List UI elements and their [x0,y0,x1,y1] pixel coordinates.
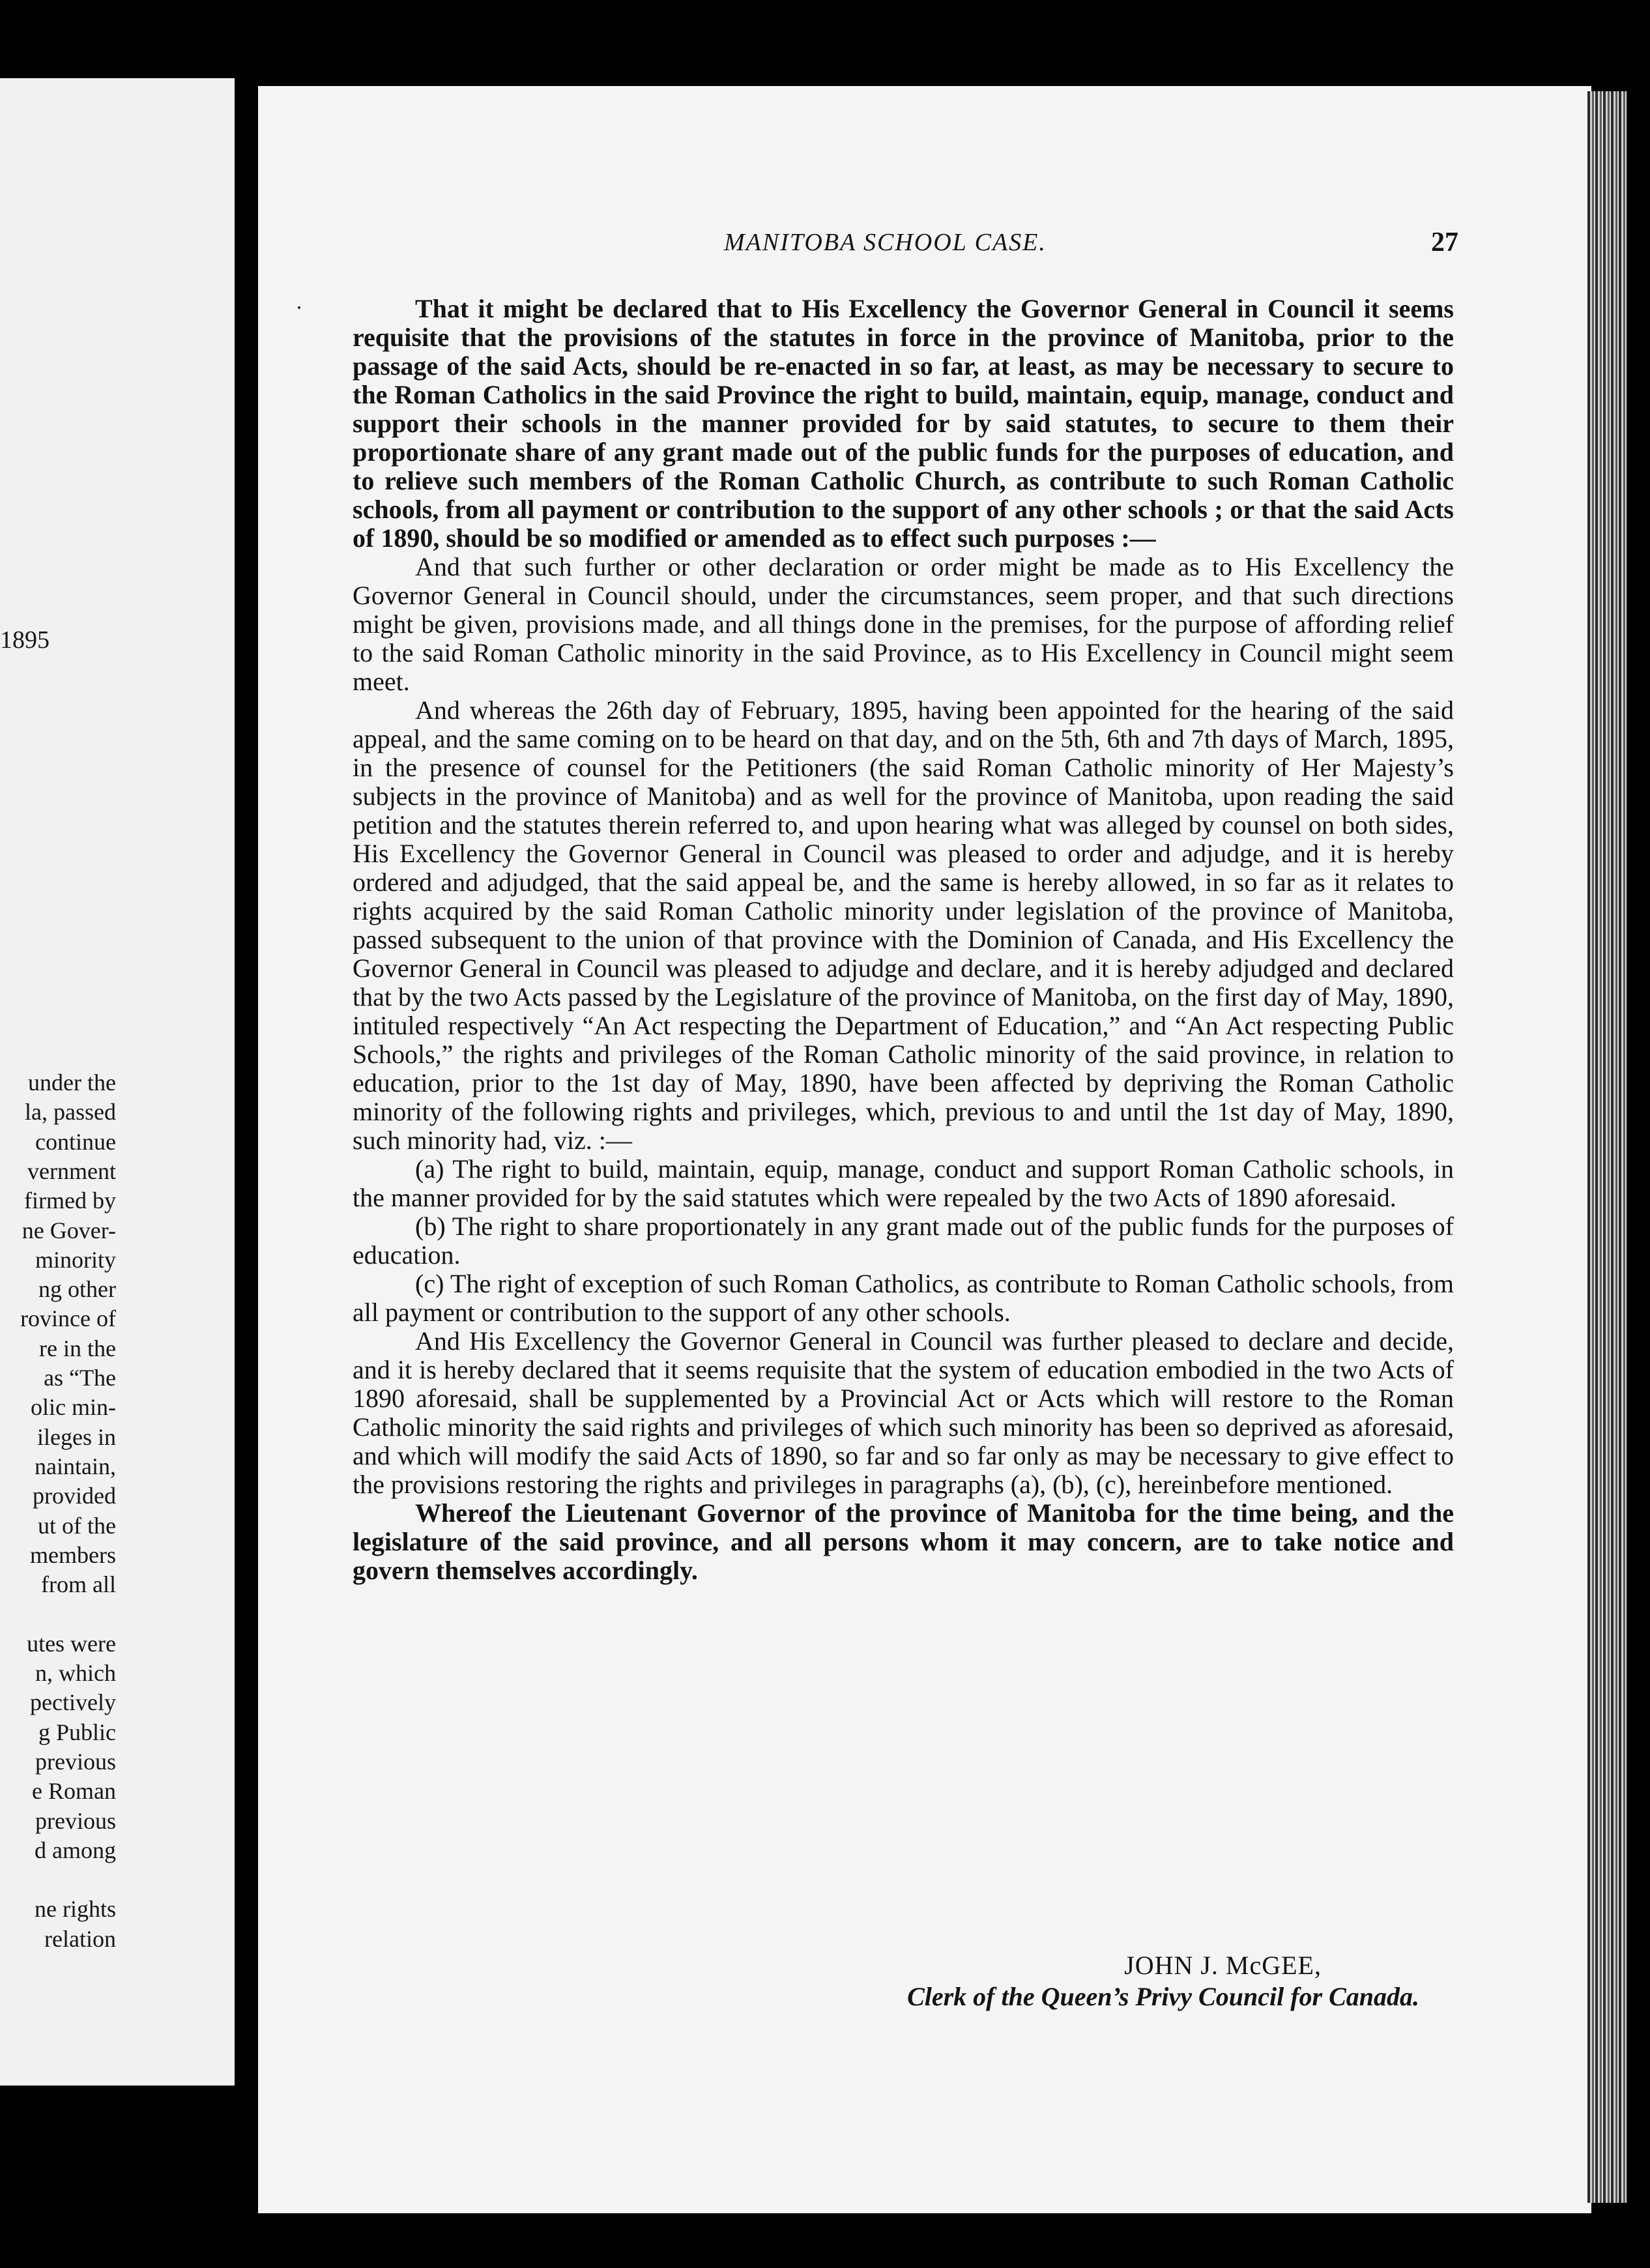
paragraph-right-c: (c) The right of exception of such Roman Catholics, as contribute to Roman Catholic schools, from all payment or contribution to the support of any other schools. [353,1269,1454,1327]
facing-page-line: ileges in [37,1423,116,1450]
facing-page-line: provided [33,1483,116,1509]
facing-page-year: 1895 [0,626,50,654]
facing-page-line: relation [44,1925,116,1952]
facing-page-line: re in the [39,1335,116,1361]
facing-page-line: from all [41,1571,116,1598]
facing-page-line: ne Gover- [22,1217,116,1243]
document-page [258,86,1591,2213]
paragraph-further-order: And that such further or other declaration or order might be made as to His Excellency the Governor General in Council should, under the circumstances, seem proper, and that such directions might be given, provisions made, and all things done in the premises, for the purpose of affording relief to the said Roman Catholic minority in the said Province, as to His Excellency in Council might seem meet. [353,552,1454,696]
facing-page-line: naintain, [35,1453,116,1479]
facing-page-line: d among [35,1837,116,1863]
paragraph-right-b: (b) The right to share proportionately in any grant made out of the public funds for the purposes of education. [353,1212,1454,1270]
paragraph-whereof: Whereof the Lieutenant Governor of the province of Manitoba for the time being, and the legislature of the said province, and all persons whom it may concern, are to take notice and govern themselves accordingly. [353,1498,1454,1585]
signature-block [258,1950,1419,2013]
facing-page-line: as “The [44,1365,116,1391]
paragraph-whereas: And whereas the 26th day of February, 1895, having been appointed for the hearing of the said appeal, and the same coming on to be heard on that day, and on the 5th, 6th and 7th days of March, 1895, in the presence of counsel for the Petitioners (the said Roman Catholic minority of Her Majesty’s subjects in the province of Manitoba) and as well for the province of Manitoba, upon reading the said petition and the statutes therein referred to, and upon hearing what was alleged by counsel on both sides, His Excellency the Governor General in Council was pleased to order and adjudge, and it is hereby ordered and adjudged, that the said appeal be, and the same is hereby allowed, in so far as it relates to rights acquired by the said Roman Catholic minority under legislation of the province of Manitoba, passed subsequent to the union of that province with the Dominion of Canada, and His Excellency the Governor General in Council was pleased to adjudge and declare, and it is hereby adjudged and declared that by the two Acts passed by the Legislature of the province of Manitoba, on the first day of May, 1890, intituled respectively “An Act respecting the Department of Education,” and “An Act respecting Public Schools,” the rights and privileges of the Roman Catholic minority of the said province, in relation to education, prior to the 1st day of May, 1890, have been affected by depriving the Roman Catholic minority of the following rights and privileges, which, previous to and until the 1st day of May, 1890, such minority had, viz. :— [353,695,1454,1155]
body-text [353,295,1454,1585]
signatory-name: JOHN J. McGEE, [1124,1951,1322,1980]
facing-page-line: minority [35,1246,116,1273]
running-head [258,228,1591,267]
facing-page-line: olic min- [31,1394,116,1421]
paragraph-prayer: That it might be declared that to His Excellency the Governor General in Council it seems requisite that the provisions of the statutes in force in the province of Manitoba, prior to the passage of the said Acts, should be re-enacted in so far, at least, as may be necessary to secure to the Roman Catholics in the said Province the right to build, maintain, equip, manage, conduct and support their schools in the manner provided for by said statutes, to secure to them their proportionate share of any grant made out of the public funds for the purposes of education, and to relieve such members of the Roman Catholic Church, as contribute to such Roman Catholic schools, from all payment or contribution to the support of any other schools ; or that the said Acts of 1890, should be so modified or amended as to effect such purposes :— [353,294,1454,553]
facing-page-line: vernment [27,1157,116,1184]
facing-page-line: la, passed [25,1099,116,1126]
facing-page-line: previous [35,1807,116,1834]
facing-page-line: previous [35,1748,116,1775]
facing-page [0,78,235,2086]
facing-page-line: ne rights [35,1896,116,1923]
running-title: MANITOBA SCHOOL CASE. [724,229,1047,256]
facing-page-line: members [30,1541,116,1568]
scan-speck [298,306,300,309]
page-edge [1587,91,1627,2203]
facing-page-line: e Roman [32,1778,116,1805]
paragraph-further-declare: And His Excellency the Governor General in Council was further pleased to declare and decide, and it is hereby declared that it seems requisite that the system of education embodied in the two Acts of 1890 aforesaid, shall be supplemented by a Provincial Act or Acts which will restore to the Roman Catholic minority the said rights and privileges of which such minority has been so deprived as aforesaid, and which will modify the said Acts of 1890, so far and so far only as may be necessary to give effect to the provisions restoring the rights and privileges in paragraphs (a), (b), (c), hereinbefore mentioned. [353,1326,1454,1499]
facing-page-line: continue [35,1128,116,1155]
signatory-title: Clerk of the Queen’s Privy Council for Canada. [907,1982,1419,2011]
paragraph-right-a: (a) The right to build, maintain, equip, manage, conduct and support Roman Catholic schools, in the manner provided for by the said statutes which were repealed by the two Acts of 1890 aforesaid. [353,1154,1454,1212]
facing-page-line: ut of the [38,1512,116,1539]
facing-page-line: n, which [35,1660,116,1686]
facing-page-line: firmed by [24,1187,116,1214]
facing-page-line: ng other [38,1276,116,1303]
page-number: 27 [1431,227,1458,257]
facing-page-line: under the [28,1069,116,1096]
facing-page-line: g Public [38,1719,116,1745]
facing-page-line: pectively [30,1689,116,1716]
facing-page-line: rovince of [20,1305,116,1332]
facing-page-line: utes were [27,1630,116,1657]
